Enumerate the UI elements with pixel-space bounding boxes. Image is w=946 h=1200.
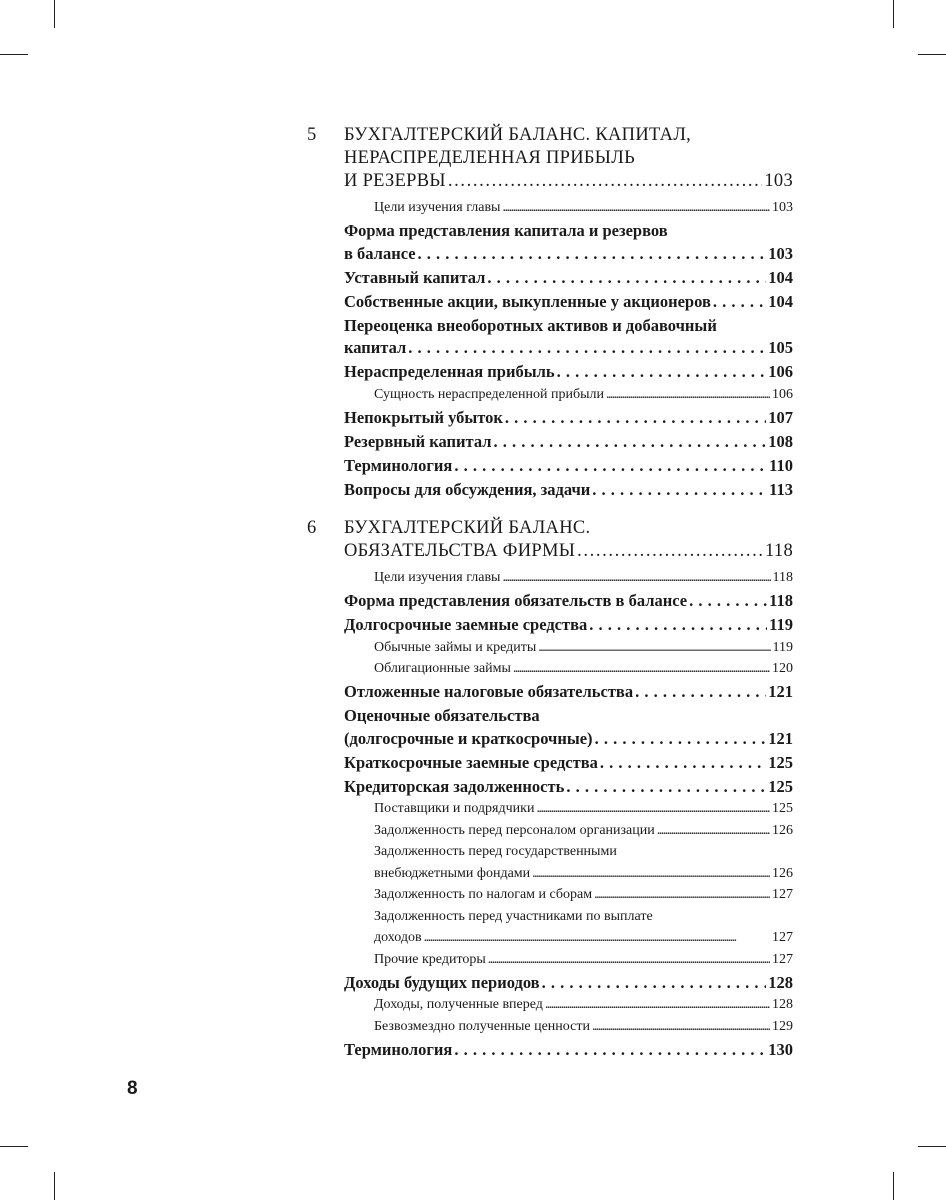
entry-line xyxy=(344,407,793,430)
toc-section-entry[interactable] xyxy=(344,590,793,613)
crop-mark xyxy=(0,1146,28,1147)
entry-title: внебюджетными фондами xyxy=(374,865,531,881)
entry-page-number: 130 xyxy=(768,1039,793,1059)
chapter-title: ОБЯЗАТЕЛЬСТВА ФИРМЫ xyxy=(344,541,576,561)
dot-leader xyxy=(513,658,770,680)
toc-section-entry[interactable] xyxy=(344,220,793,265)
toc-section-entry[interactable] xyxy=(344,291,793,314)
dot-leader xyxy=(589,614,767,637)
entry-title: Прочие кредиторы xyxy=(374,951,486,967)
entry-line xyxy=(374,384,793,406)
entry-title: Терминология xyxy=(344,455,453,475)
entry-title-line: Оценочные обязательства xyxy=(344,706,540,725)
entry-page-number: 126 xyxy=(772,822,793,838)
entry-title: Кредиторская задолженность xyxy=(344,776,565,796)
entry-title: Долгосрочные заемные средства xyxy=(344,615,588,634)
dot-leader xyxy=(594,884,770,906)
crop-mark xyxy=(918,54,946,55)
entry-page-number: 106 xyxy=(768,362,793,381)
entry-page-number: 125 xyxy=(772,801,793,816)
entry-title: Нераспределенная прибыль xyxy=(344,362,555,381)
chapter-heading[interactable] xyxy=(307,124,793,193)
chapter-title-line: БУХГАЛТЕРСКИЙ БАЛАНС. КАПИТАЛ, xyxy=(344,125,692,145)
chapter-line xyxy=(344,170,793,193)
entry-title: доходов xyxy=(374,930,422,945)
entry-line xyxy=(344,728,793,751)
toc-section-entry[interactable] xyxy=(344,681,793,704)
entry-page-number: 127 xyxy=(772,951,793,967)
entry-title: Вопросы для обсуждения, задачи xyxy=(344,479,591,499)
entry-page-number: 105 xyxy=(768,338,793,357)
entry-line xyxy=(374,197,793,219)
entry-title: Уставный капитал xyxy=(344,267,486,287)
toc-section-entry[interactable] xyxy=(344,267,793,290)
toc-section-entry[interactable] xyxy=(344,455,793,478)
chapter-number: 5 xyxy=(307,125,317,145)
dot-leader xyxy=(713,291,766,314)
chapter-6 xyxy=(307,517,793,1061)
dot-leader xyxy=(592,479,767,502)
entry-title: в балансе xyxy=(344,243,416,263)
entry-line xyxy=(344,752,793,775)
dot-leader xyxy=(577,540,763,563)
entry-page-number: 106 xyxy=(772,386,793,402)
page-number: 8 xyxy=(127,1078,138,1099)
entry-line xyxy=(344,590,793,613)
entry-title: Отложенные налоговые обязательства xyxy=(344,682,634,701)
dot-leader xyxy=(606,384,770,406)
chapter-title xyxy=(344,124,793,193)
toc-subsection-entry[interactable] xyxy=(374,820,793,842)
crop-mark xyxy=(54,1172,55,1200)
entry-line xyxy=(344,361,793,384)
dot-leader xyxy=(542,972,767,995)
toc-subsection-entry[interactable] xyxy=(374,197,793,219)
entry-page-number: 104 xyxy=(768,291,793,311)
entry-page-number: 103 xyxy=(772,200,793,215)
toc-subsection-entry[interactable] xyxy=(374,384,793,406)
entry-title: Обычные займы и кредиты xyxy=(374,639,537,655)
toc-subsection-entry[interactable] xyxy=(374,906,793,949)
toc-subsection-entry[interactable] xyxy=(374,949,793,971)
entry-line xyxy=(344,243,793,266)
entry-page-number: 127 xyxy=(772,887,793,902)
toc-section-entry[interactable] xyxy=(344,1039,793,1062)
toc-subsection-entry[interactable] xyxy=(374,567,793,589)
entry-title: Цели изучения главы xyxy=(374,200,501,215)
entry-title: Резервный капитал xyxy=(344,431,492,451)
entry-page-number: 104 xyxy=(768,267,793,287)
entry-title-line: Задолженность перед государственными xyxy=(374,844,617,859)
chapter-5 xyxy=(307,124,793,501)
dot-leader xyxy=(536,798,770,820)
chapter-page-number: 118 xyxy=(765,541,793,561)
entry-title: Задолженность перед персоналом организации xyxy=(374,822,655,838)
entry-line xyxy=(344,291,793,314)
dot-leader xyxy=(566,776,766,799)
toc-subsection-entry[interactable] xyxy=(374,841,793,884)
entry-title: Цели изучения главы xyxy=(374,570,501,585)
chapter-line xyxy=(344,540,793,563)
entry-page-number: 121 xyxy=(768,682,793,701)
chapter-page-number: 103 xyxy=(764,171,793,191)
crop-mark xyxy=(918,1146,946,1147)
entry-page-number: 121 xyxy=(768,728,793,748)
dot-leader xyxy=(689,590,767,613)
dot-leader xyxy=(592,1016,770,1038)
dot-leader xyxy=(408,337,766,360)
toc-subsection-entry[interactable] xyxy=(374,884,793,906)
entry-title: (долгосрочные и краткосрочные) xyxy=(344,728,593,748)
entry-line xyxy=(344,455,793,478)
entry-line xyxy=(344,614,793,637)
dot-leader xyxy=(454,1039,766,1062)
dot-leader xyxy=(505,407,766,430)
dot-leader xyxy=(657,820,770,842)
entry-line xyxy=(344,267,793,290)
crop-mark xyxy=(893,1172,894,1200)
dot-leader xyxy=(454,455,767,478)
chapter-title-line: БУХГАЛТЕРСКИЙ БАЛАНС. xyxy=(344,518,591,538)
toc-subsection-entry[interactable] xyxy=(374,994,793,1016)
entry-line xyxy=(344,776,793,799)
toc-section-entry[interactable] xyxy=(344,705,793,750)
entry-page-number: 128 xyxy=(772,997,793,1012)
toc-subsection-entry[interactable] xyxy=(374,658,793,680)
toc-section-entry[interactable] xyxy=(344,752,793,775)
dot-leader xyxy=(494,431,767,454)
toc-section-entry[interactable] xyxy=(344,407,793,430)
entry-line xyxy=(344,972,793,995)
chapter-title: И РЕЗЕРВЫ xyxy=(344,171,446,191)
toc-section-entry[interactable] xyxy=(344,972,793,995)
toc-subsection-entry[interactable] xyxy=(374,798,793,820)
toc-subsection-entry[interactable] xyxy=(374,637,793,659)
dot-leader xyxy=(502,567,770,589)
entry-title-line: Переоценка внеоборотных активов и добавочный xyxy=(344,315,717,335)
dot-leader xyxy=(532,863,770,885)
entry-page-number: 126 xyxy=(772,865,793,881)
dot-leader xyxy=(600,752,766,775)
entry-page-number: 119 xyxy=(772,639,793,655)
entry-page-number: 118 xyxy=(772,570,793,585)
dot-leader xyxy=(545,994,770,1016)
table-of-contents xyxy=(307,124,793,1077)
entry-line xyxy=(374,567,793,589)
entry-line xyxy=(374,927,793,949)
toc-section-entry[interactable] xyxy=(344,776,793,799)
entry-line xyxy=(374,637,793,659)
entry-line xyxy=(344,1039,793,1062)
entry-line xyxy=(374,820,793,842)
entry-page-number: 127 xyxy=(772,930,793,945)
entry-page-number: 103 xyxy=(768,243,793,263)
entry-page-number: 113 xyxy=(769,479,793,499)
entry-title: Доходы будущих периодов xyxy=(344,972,540,992)
entry-title: Доходы, полученные вперед xyxy=(374,997,543,1012)
toc-section-entry[interactable] xyxy=(344,431,793,454)
entry-line xyxy=(374,863,793,885)
entry-title: Сущность нераспределенной прибыли xyxy=(374,386,604,402)
entry-title: Поставщики и подрядчики xyxy=(374,801,535,816)
dot-leader xyxy=(487,267,766,290)
entry-line xyxy=(374,798,793,820)
entry-title: Непокрытый убыток xyxy=(344,407,503,427)
entry-line xyxy=(344,681,793,704)
entry-line xyxy=(344,479,793,502)
dot-leader xyxy=(424,927,770,949)
entry-page-number: 118 xyxy=(769,591,793,610)
entry-line xyxy=(374,1016,793,1038)
entry-line xyxy=(374,949,793,971)
dot-leader xyxy=(557,361,767,384)
entry-title: Собственные акции, выкупленные у акционеров xyxy=(344,291,711,311)
chapter-heading[interactable] xyxy=(307,517,793,563)
dot-leader xyxy=(502,197,770,219)
toc-section-entry[interactable] xyxy=(344,614,793,637)
entry-title-line: Форма представления капитала и резервов xyxy=(344,221,668,240)
crop-mark xyxy=(54,0,55,28)
entry-page-number: 119 xyxy=(769,615,793,634)
entry-title-line: Задолженность перед участниками по выплате xyxy=(374,908,653,924)
dot-leader xyxy=(538,637,770,659)
crop-mark xyxy=(0,54,28,55)
entry-page-number: 125 xyxy=(768,752,793,772)
entry-line xyxy=(344,431,793,454)
entry-title: Облигационные займы xyxy=(374,661,511,676)
toc-subsection-entry[interactable] xyxy=(374,1016,793,1038)
chapter-title xyxy=(344,517,793,563)
toc-section-entry[interactable] xyxy=(344,361,793,384)
dot-leader xyxy=(418,243,767,266)
entry-title: Краткосрочные заемные средства xyxy=(344,752,598,772)
dot-leader xyxy=(595,728,767,751)
crop-mark xyxy=(893,0,894,28)
entry-title: Задолженность по налогам и сборам xyxy=(374,887,593,902)
entry-line xyxy=(374,658,793,680)
chapter-title-line: НЕРАСПРЕДЕЛЕННАЯ ПРИБЫЛЬ xyxy=(344,148,636,168)
dot-leader xyxy=(488,949,770,971)
entry-page-number: 120 xyxy=(772,661,793,676)
entry-title: Форма представления обязательств в балансе xyxy=(344,591,688,610)
entry-page-number: 128 xyxy=(768,972,793,992)
toc-section-entry[interactable] xyxy=(344,315,793,360)
entry-page-number: 107 xyxy=(768,407,793,427)
dot-leader xyxy=(448,170,763,193)
entry-line xyxy=(344,337,793,360)
dot-leader xyxy=(635,681,766,704)
entry-title: Терминология xyxy=(344,1039,453,1059)
chapter-number: 6 xyxy=(307,518,317,538)
entry-page-number: 108 xyxy=(768,431,793,451)
entry-title: капитал xyxy=(344,338,407,357)
entry-line xyxy=(374,994,793,1016)
entry-line xyxy=(374,884,793,906)
entry-title: Безвозмездно полученные ценности xyxy=(374,1018,590,1034)
entry-page-number: 129 xyxy=(772,1018,793,1034)
entry-page-number: 110 xyxy=(769,455,793,475)
entry-page-number: 125 xyxy=(768,776,793,796)
toc-section-entry[interactable] xyxy=(344,479,793,502)
